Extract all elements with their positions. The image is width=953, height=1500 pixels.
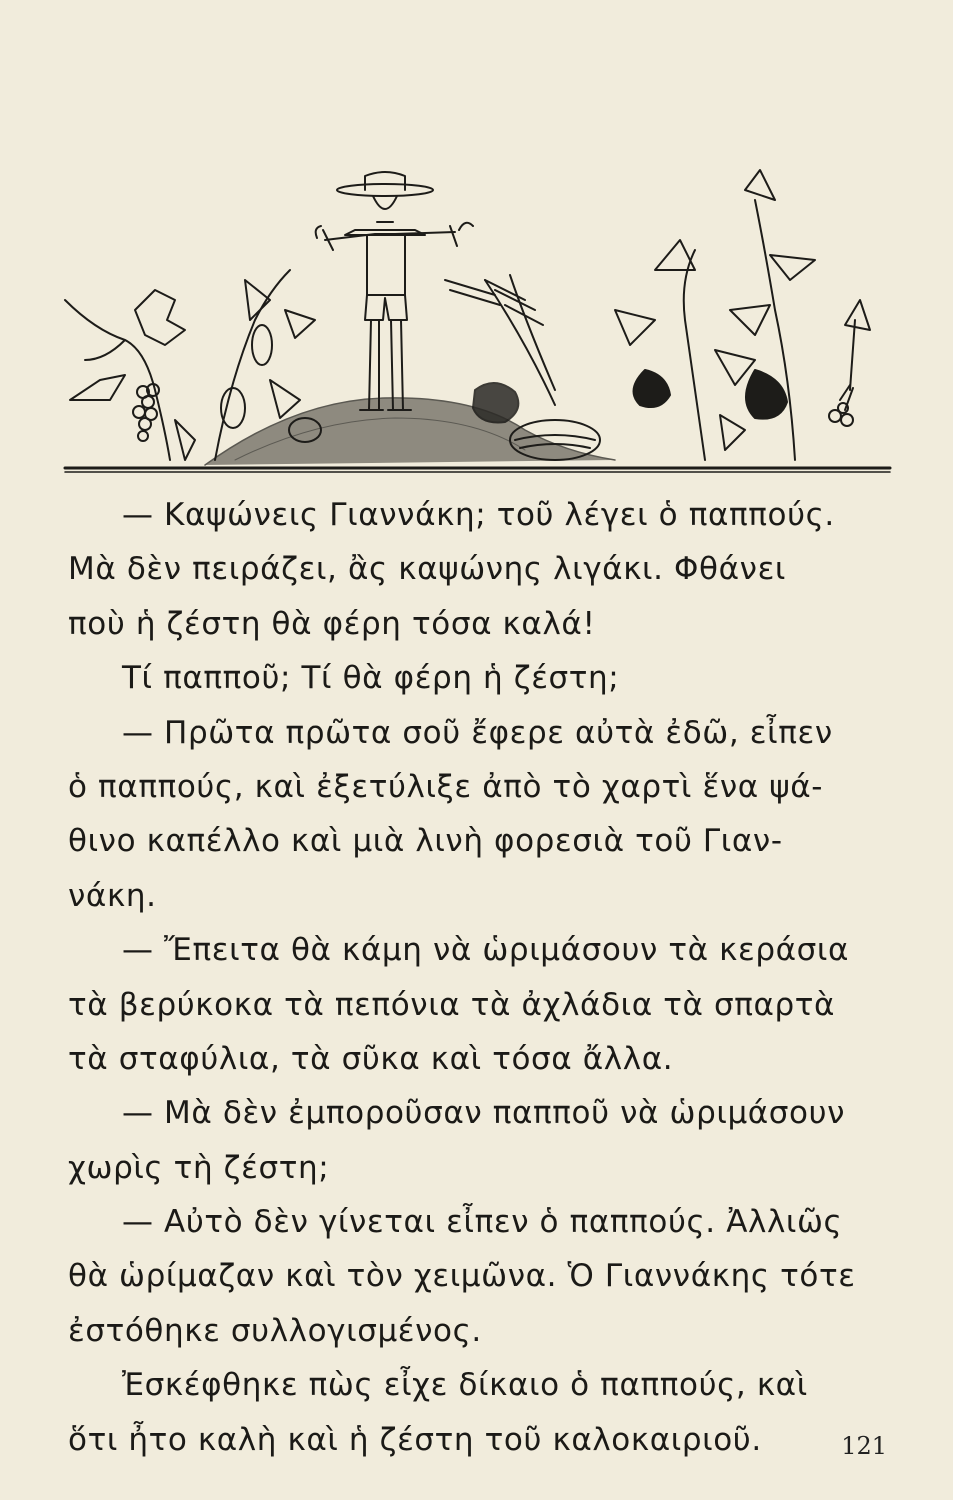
text-line: τὰ βερύκοκα τὰ πεπόνια τὰ ἀχλάδια τὰ σπαρτὰ	[68, 986, 836, 1023]
story-text	[68, 488, 888, 1467]
cherry-icon	[829, 300, 870, 426]
boy-figure-icon	[316, 172, 473, 410]
text-line: ἐστόθηκε συλλογισμένος.	[68, 1312, 482, 1349]
text-line: θὰ ὡρίμαζαν καὶ τὸν χειμῶνα. Ὁ Γιαννάκης τότε	[68, 1258, 856, 1295]
pear-tree-icon	[615, 170, 815, 460]
text-line: Μὰ δὲν πειράζει, ἂς καψώνης λιγάκι. Φθάνει	[68, 551, 787, 588]
grapevine-icon	[65, 290, 185, 460]
text-line: — Αὐτὸ δὲν γίνεται εἶπεν ὁ παππούς. Ἀλλιῶς	[122, 1204, 843, 1241]
text-line: θινο καπέλλο καὶ μιὰ λινὴ φορεσιὰ τοῦ Γιαν-	[68, 823, 783, 860]
page-number: 121	[841, 1432, 887, 1460]
text-line: Τί παπποῦ; Τί θὰ φέρη ἡ ζέστη;	[122, 660, 620, 697]
text-line: — Ἔπειτα θὰ κάμη νὰ ὡριμάσουν τὰ κεράσια	[122, 932, 850, 969]
text-line: χωρὶς τὴ ζέστη;	[68, 1149, 330, 1186]
text-line: — Πρῶτα πρῶτα σοῦ ἔφερε αὐτὰ ἐδῶ, εἶπεν	[122, 714, 833, 751]
text-line: Ἐσκέφθηκε πὼς εἶχε δίκαιο ὁ παππούς, καὶ	[122, 1367, 808, 1404]
text-line: ποὺ ἡ ζέστη θὰ φέρη τόσα καλά!	[68, 605, 596, 642]
scarecrow-garden-illustration	[55, 160, 895, 480]
text-line: νάκη.	[68, 877, 157, 914]
text-line: — Μὰ δὲν ἐμποροῦσαν παπποῦ νὰ ὡριμάσουν	[122, 1095, 846, 1132]
text-line: ὅτι ἦτο καλὴ καὶ ἡ ζέστη τοῦ καλοκαιριοῦ.	[68, 1421, 762, 1458]
text-line: ὁ παππούς, καὶ ἐξετύλιξε ἀπὸ τὸ χαρτὶ ἕνα ψά-	[68, 768, 824, 805]
text-line: — Καψώνεις Γιαννάκη; τοῦ λέγει ὁ παππούς.	[122, 497, 835, 533]
text-line: τὰ σταφύλια, τὰ σῦκα καὶ τόσα ἄλλα.	[68, 1040, 674, 1077]
